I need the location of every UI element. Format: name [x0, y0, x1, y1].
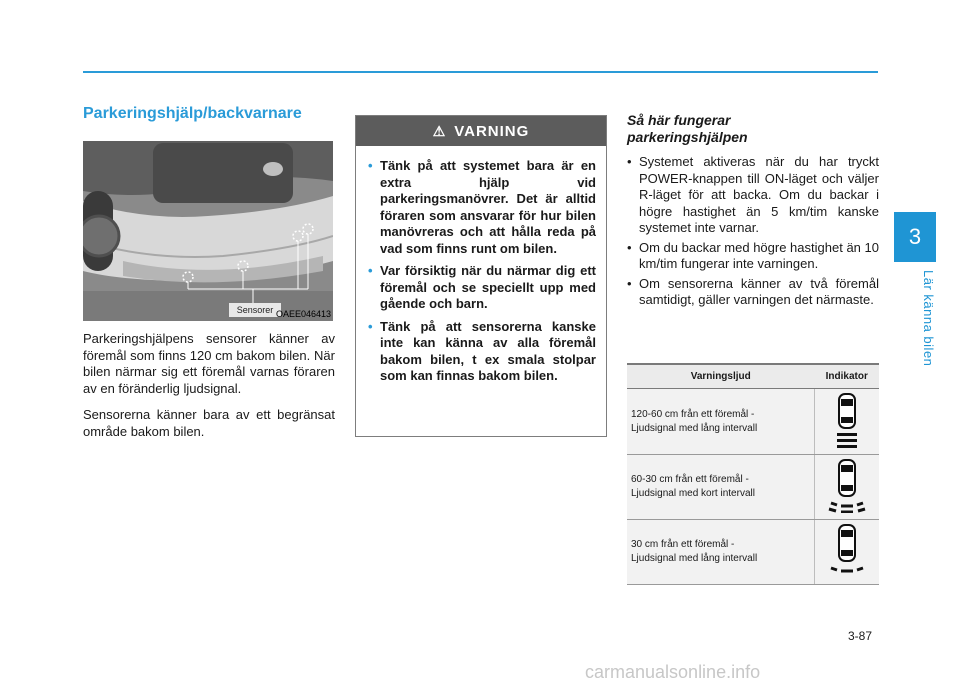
row-1-description [627, 389, 815, 455]
warning-list [356, 158, 606, 385]
how-it-works-title-line2: parkeringshjälpen [627, 129, 748, 145]
figure-code: OAEE046413 [275, 309, 331, 319]
warning-header [356, 116, 606, 146]
table-row [627, 455, 879, 520]
section-title: Parkeringshjälp/backvarnare [83, 105, 302, 122]
row-2-line2: Ljudsignal med kort intervall [631, 488, 755, 499]
warning-item-3: • Tänk på att sensorerna kanske inte kan känna av alla föremål bakom bilen, t ex smala stolpar som kan finnas bakom bilen. [368, 319, 596, 385]
warning-item-1: • Tänk på att systemet bara är en extra hjälp vid parkeringsmanövrer. Det är alltid föraren som ansvarar för hur bilen manövreras och att hålla reda på vad som finns runt om bilen. [368, 158, 596, 257]
how-it-works-title [627, 112, 879, 146]
row-2-line1: 60-30 cm från ett föremål - [631, 474, 749, 485]
warning-item-2: • Var försiktig när du närmar dig ett föremål och se speciellt upp med gående och barn. [368, 263, 596, 313]
row-1-line2: Ljudsignal med lång intervall [631, 422, 758, 434]
warning-triangle-icon: ⚠ [432, 122, 447, 139]
indicator-table-header-row [627, 364, 879, 389]
chapter-number: 3 [908, 224, 922, 249]
car-top-view-rear-warning-2-icon [815, 455, 880, 520]
row-1-line1: 120-60 cm från ett föremål - [631, 408, 755, 420]
indicator-table [627, 363, 879, 585]
row-3-line1: 30 cm från ett föremål - [631, 539, 735, 550]
rear-bumper-illustration [83, 141, 333, 321]
warning-heading: VARNING [454, 122, 530, 140]
car-top-view-rear-warning-1-icon [815, 389, 880, 455]
table-row [627, 520, 879, 585]
rear-bumper-figure [83, 141, 333, 321]
how-it-works-item-2: • Om du backar med högre hastighet än 10 km/tim fungerar inte varningen. [627, 240, 879, 273]
column-left [83, 105, 335, 440]
how-it-works-item-1: • Systemet aktiveras när du har tryckt POWER-knappen till ON-läget och väljer R-läget för att backa. Om du backar i högre hastighet än 5 km/tim kanske systemet inte varnar. [627, 154, 879, 237]
top-rule [83, 71, 878, 73]
how-it-works-item-3: • Om sensorerna känner av två föremål samtidigt, gäller varningen det närmaste. [627, 276, 879, 309]
chapter-title: Lär känna bilen [921, 270, 936, 367]
intro-paragraph-1: Parkeringshjälpens sensorer känner av föremål som finns 120 cm bakom bilen. När bilen närmar sig ett föremål varnas föraren av en föränderlig ljudsignal. [83, 331, 335, 396]
chapter-number-tab [894, 212, 936, 262]
row-3-line2: Ljudsignal med lång intervall [631, 553, 758, 564]
how-it-works-list [627, 154, 879, 309]
how-it-works-title-line1: Så här fungerar [627, 112, 731, 128]
row-2-description [627, 455, 815, 520]
page-number: 3-87 [848, 629, 873, 643]
warning-box [355, 115, 607, 437]
column-right [627, 112, 879, 312]
intro-paragraph-2: Sensorerna känner bara av ett begränsat område bakom bilen. [83, 407, 335, 439]
car-top-view-rear-warning-3-icon [815, 520, 880, 585]
header-varningsljud: Varningsljud [627, 364, 815, 389]
row-3-description [627, 520, 815, 585]
sensor-label: Sensorer [236, 305, 274, 315]
header-indikator: Indikator [815, 364, 880, 389]
table-row [627, 389, 879, 455]
watermark: carmanualsonline.info [585, 662, 761, 682]
